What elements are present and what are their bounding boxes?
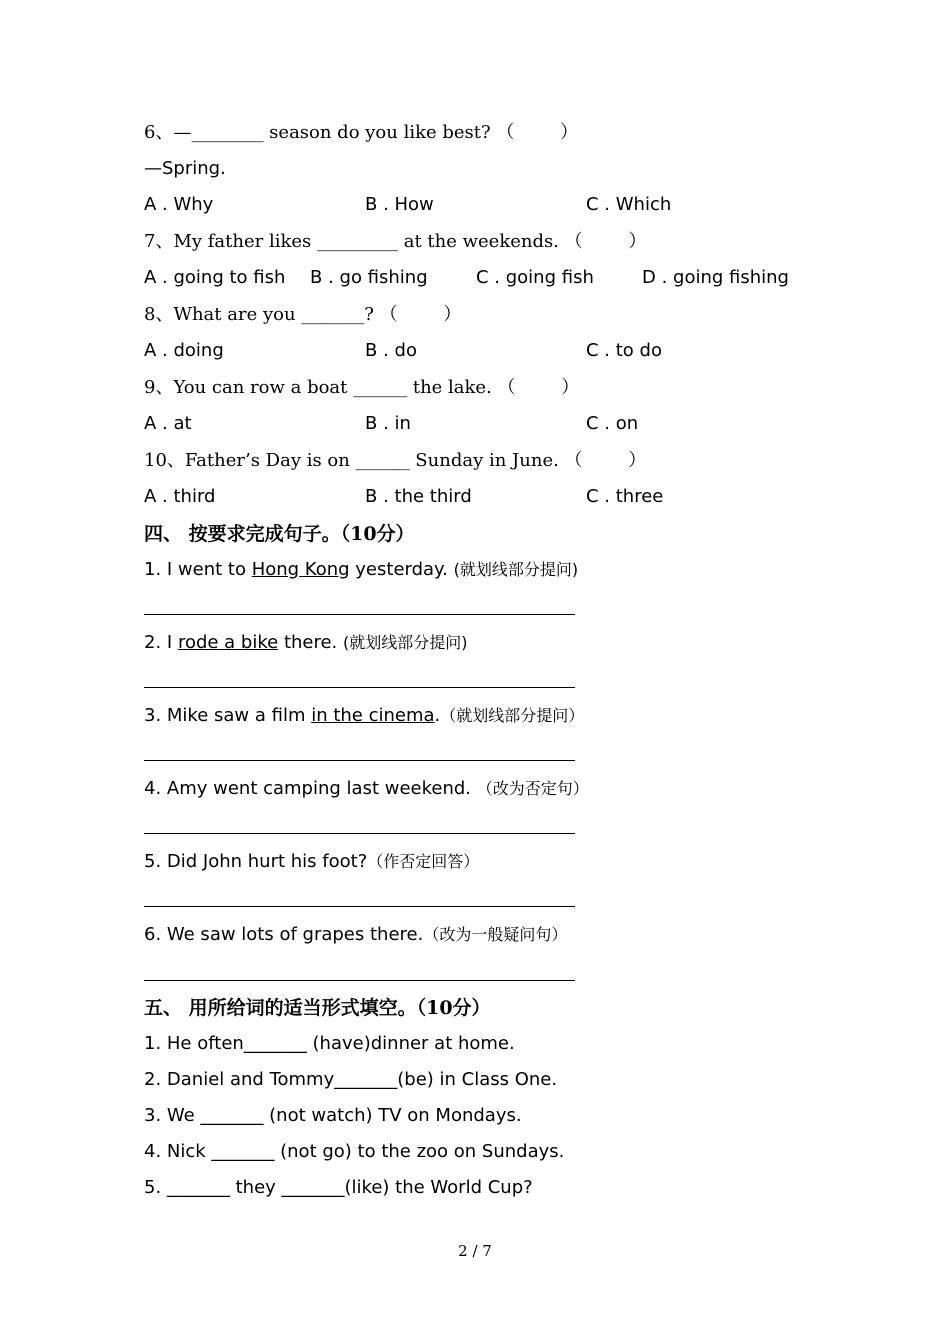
rewrite-item-6: 6. We saw lots of grapes there.（改为一般疑问句） <box>144 924 568 945</box>
q7-option-c: C . going fish <box>476 267 594 288</box>
q9-option-b: B . in <box>365 413 411 434</box>
rewrite-item-2: 2. I rode a bike there. (就划线部分提问) <box>144 632 468 653</box>
question-10-stem: 10、Father’s Day is on ______ Sunday in June. （ ） <box>144 450 647 471</box>
page-number: 2 / 7 <box>458 1242 492 1260</box>
q6-option-a: A . Why <box>144 194 214 215</box>
q8-option-b: B . do <box>365 340 417 361</box>
q10-option-c: C . three <box>586 486 664 507</box>
rewrite-item-4: 4. Amy went camping last weekend. （改为否定句） <box>144 778 589 799</box>
question-7-stem: 7、My father likes _________ at the weekends. （ ） <box>144 231 647 252</box>
rewrite-item-5: 5. Did John hurt his foot?（作否定回答） <box>144 851 480 872</box>
answer-line-4 <box>144 833 575 834</box>
q7-option-b: B . go fishing <box>310 267 428 288</box>
section-5-heading: 五、 用所给词的适当形式填空。（10分） <box>144 997 491 1019</box>
fill-item-2: 2. Daniel and Tommy_______(be) in Class One. <box>144 1069 558 1090</box>
q6-option-b: B . How <box>365 194 434 215</box>
question-6-reply: —Spring. <box>144 158 226 179</box>
q8-option-a: A . doing <box>144 340 224 361</box>
q9-option-c: C . on <box>586 413 639 434</box>
q10-option-b: B . the third <box>365 486 472 507</box>
q9-option-a: A . at <box>144 413 192 434</box>
question-6-stem: 6、—________ season do you like best? （ ） <box>144 122 579 143</box>
rewrite-item-3: 3. Mike saw a film in the cinema.（就划线部分提问） <box>144 705 585 726</box>
q7-option-a: A . going to fish <box>144 267 286 288</box>
question-9-stem: 9、You can row a boat ______ the lake. （ ） <box>144 377 580 398</box>
section-4-heading: 四、 按要求完成句子。（10分） <box>144 523 415 545</box>
answer-line-1 <box>144 614 575 615</box>
q6-option-c: C . Which <box>586 194 672 215</box>
fill-item-3: 3. We _______ (not watch) TV on Mondays. <box>144 1105 522 1126</box>
q8-option-c: C . to do <box>586 340 662 361</box>
q7-option-d: D . going fishing <box>642 267 789 288</box>
rewrite-item-1: 1. I went to Hong Kong yesterday. (就划线部分提问) <box>144 559 579 580</box>
question-8-stem: 8、What are you _______? （ ） <box>144 304 462 325</box>
answer-line-3 <box>144 760 575 761</box>
answer-line-5 <box>144 906 575 907</box>
fill-item-4: 4. Nick _______ (not go) to the zoo on Sundays. <box>144 1141 565 1162</box>
fill-item-1: 1. He often_______ (have)dinner at home. <box>144 1033 515 1054</box>
answer-line-6 <box>144 980 575 981</box>
q10-option-a: A . third <box>144 486 216 507</box>
answer-line-2 <box>144 687 575 688</box>
fill-item-5: 5. _______ they _______(like) the World Cup? <box>144 1177 533 1198</box>
